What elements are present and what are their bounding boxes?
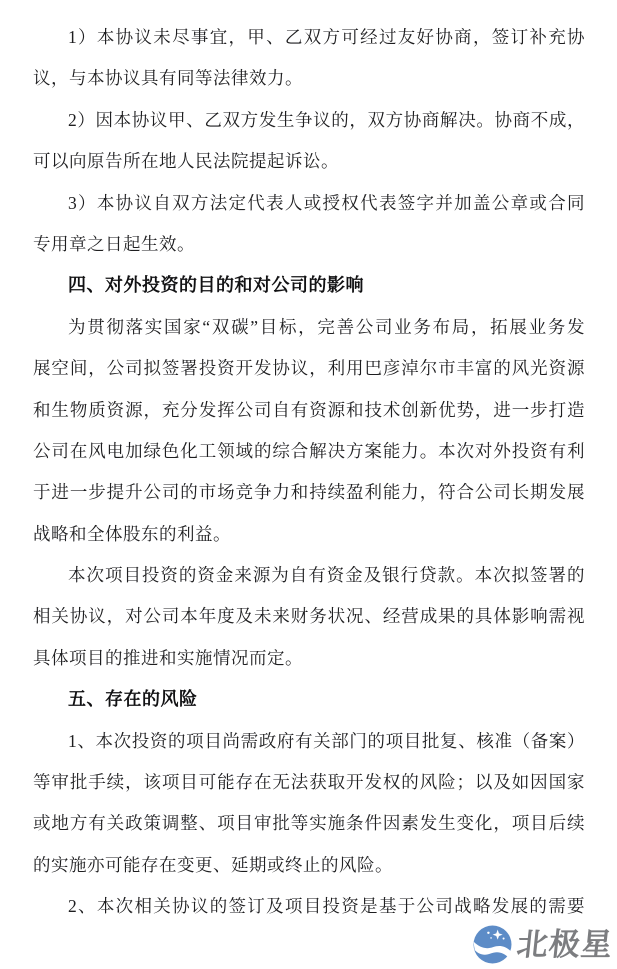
text-line: 3）本协议自双方法定代表人或授权代表签字并加盖公章或合同	[68, 192, 585, 213]
text-line: 的实施亦可能存在变更、延期或终止的风险。	[33, 854, 393, 875]
text-line: 和生物质资源，充分发挥公司自有资源和技术创新优势，进一步打造	[33, 399, 585, 420]
text-line: 于进一步提升公司的市场竞争力和持续盈利能力，符合公司长期发展	[33, 482, 585, 503]
text-line: 1）本协议未尽事宜，甲、乙双方可经过友好协商，签订补充协	[68, 27, 585, 47]
text-line: 战略和全体股东的利益。	[33, 523, 231, 544]
section-heading: 四、对外投资的目的和对公司的影响	[68, 275, 364, 296]
text-line: 公司在风电加绿色化工领域的综合解决方案能力。本次对外投资有利	[33, 440, 585, 461]
text-line: 议，与本协议具有同等法律效力。	[33, 68, 303, 89]
polaris-brand-text: 北极星	[515, 927, 615, 962]
text-line: 具体项目的推进和实施情况而定。	[33, 647, 303, 668]
text-line: 相关协议，对公司本年度及未来财务状况、经营成果的具体影响需视	[33, 606, 585, 627]
text-line: 本次项目投资的资金来源为自有资金及银行贷款。本次拟签署的	[68, 565, 585, 586]
text-line: 1、本次投资的项目尚需政府有关部门的项目批复、核准（备案）	[68, 730, 585, 751]
section-heading: 五、存在的风险	[68, 689, 198, 710]
text-line: 2、本次相关协议的签订及项目投资是基于公司战略发展的需要	[68, 896, 585, 917]
text-line: 为贯彻落实国家“双碳”目标，完善公司业务布局，拓展业务发	[68, 316, 585, 337]
text-line: 等审批手续，该项目可能存在无法获取开发权的风险；以及如因国家	[33, 772, 585, 793]
polaris-star-moon-icon	[473, 925, 512, 964]
polaris-watermark	[473, 925, 613, 964]
text-line: 或地方有关政策调整、项目审批等实施条件因素发生变化，项目后续	[33, 813, 585, 834]
text-line: 可以向原告所在地人民法院提起诉讼。	[33, 151, 339, 172]
text-line: 展空间，公司拟签署投资开发协议，利用巴彦淖尔市丰富的风光资源	[33, 358, 585, 379]
text-line: 专用章之日起生效。	[33, 233, 195, 254]
text-line: 2）因本协议甲、乙双方发生争议的，双方协商解决。协商不成，	[68, 109, 585, 130]
